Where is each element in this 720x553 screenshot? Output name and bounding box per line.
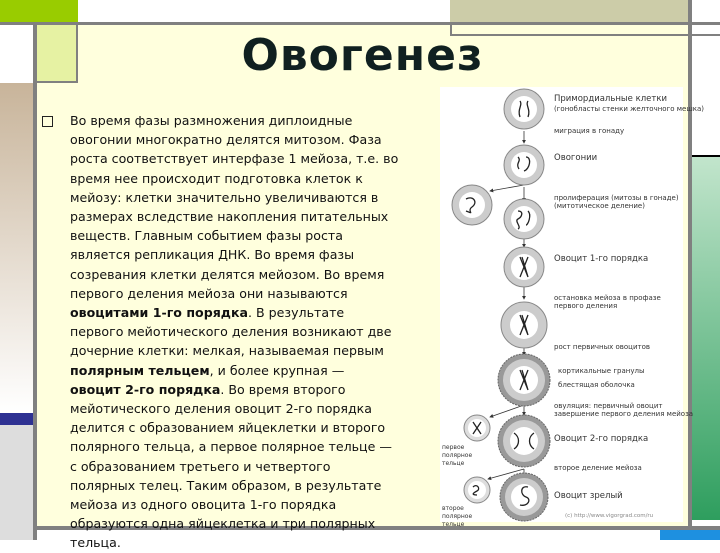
text-segment: овогонии многократно делятся митозом. Фаза xyxy=(70,132,382,148)
label-zona: блестящая оболочка xyxy=(558,381,635,389)
decor-green-block xyxy=(0,0,78,23)
label-oogonia: Овогонии xyxy=(554,153,598,163)
bold-term: овоцит 2-го порядка xyxy=(70,381,221,397)
label-proliferation-sub: (митотическое деление) xyxy=(554,202,645,210)
body-line xyxy=(70,457,440,476)
text-segment: первого деления мейоза они называются xyxy=(70,285,348,301)
body-line xyxy=(70,495,440,514)
text-segment: размерах вследствие накопления питательных xyxy=(70,209,389,225)
decor-line-left xyxy=(33,22,37,540)
text-segment: веществ. Главным событием фазы роста xyxy=(70,228,343,244)
body-line xyxy=(70,188,440,207)
label-primordial: Примордиальные клетки xyxy=(554,94,667,104)
text-segment: делится с образованием яйцеклетки и второго xyxy=(70,420,386,436)
body-line xyxy=(70,111,440,130)
text-segment: роста соответствует интерфазе 1 мейоза, т.е. во xyxy=(70,151,399,167)
body-line xyxy=(70,533,440,552)
label-arrest-sub: первого деления xyxy=(554,302,618,310)
label-mature: Овоцит зрелый xyxy=(554,491,623,501)
text-segment: с образованием третьего и четвертого xyxy=(70,458,331,474)
text-segment: мейозу: клетки значительно увеличиваются в xyxy=(70,189,379,205)
text-segment: , и более крупная — xyxy=(209,362,345,378)
body-line xyxy=(70,265,440,284)
label-credit: (c) http://www.vigorgrad.com/ru xyxy=(565,513,654,519)
body-line xyxy=(70,418,440,437)
body-line xyxy=(70,361,440,380)
body-line xyxy=(70,130,440,149)
body-line xyxy=(70,476,440,495)
body-line xyxy=(70,149,440,168)
text-segment: первого мейотического деления возникают две xyxy=(70,324,392,340)
label-ovulation-sub: завершение первого деления мейоза xyxy=(554,410,694,418)
text-segment: тельца. xyxy=(70,535,121,551)
body-line xyxy=(70,207,440,226)
label-primordial-sub: (гонобласты стенки желточного мешка) xyxy=(554,105,704,113)
body-line xyxy=(70,380,440,399)
label-proliferation: пролиферация (митозы в гонаде) xyxy=(554,194,679,202)
label-growth: рост первичных овоцитов xyxy=(554,343,650,351)
text-segment: полярного тельца, а первое полярное тельце — xyxy=(70,439,392,455)
decor-tan-gradient xyxy=(0,83,33,413)
text-segment: . В результате xyxy=(248,305,345,321)
decor-blue-bottom xyxy=(660,530,720,540)
text-segment: полярных телец. Таким образом, в результате xyxy=(70,477,382,493)
text-segment: . Во время второго xyxy=(220,381,346,397)
text-segment: мейотического деления овоцит 2-го порядка xyxy=(70,401,373,417)
decor-green-gradient xyxy=(692,155,720,520)
label-meiosis2: второе деление мейоза xyxy=(554,464,642,472)
label-granules: кортикальные гранулы xyxy=(558,367,645,375)
text-segment: Во время фазы размножения диплоидные xyxy=(70,113,353,128)
label-migration: миграция в гонаду xyxy=(554,127,625,135)
text-segment: время нее происходит подготовка клеток к xyxy=(70,170,363,186)
label-arrest: остановка мейоза в профазе xyxy=(554,294,661,302)
text-segment: образуются одна яйцеклетка и три полярных xyxy=(70,516,376,532)
bold-term: овоцитами 1-го порядка xyxy=(70,305,249,321)
body-line xyxy=(70,226,440,245)
text-segment: созревания клетки делятся мейозом. Во время xyxy=(70,266,385,282)
decor-tan-block xyxy=(450,0,688,23)
body-line xyxy=(70,341,440,360)
body-line xyxy=(70,322,440,341)
decor-line-top xyxy=(0,22,720,25)
label-polar1: первое полярное тельце xyxy=(442,444,473,467)
body-line xyxy=(70,303,440,322)
body-text xyxy=(70,111,440,553)
text-segment: является репликация ДНК. Во время фазы xyxy=(70,247,355,263)
body-line xyxy=(70,284,440,303)
bold-term: полярным тельцем xyxy=(70,362,210,378)
oogenesis-diagram xyxy=(440,87,704,528)
body-line xyxy=(70,399,440,418)
text-segment: дочерние клетки: мелкая, называемая первым xyxy=(70,343,384,359)
bullet-square-icon xyxy=(42,116,53,127)
text-segment: мейоза из одного овоцита 1-го порядка xyxy=(70,497,337,513)
decor-gray-block xyxy=(0,425,33,540)
decor-blue-bar xyxy=(0,413,33,425)
body-line xyxy=(70,169,440,188)
body-line xyxy=(70,245,440,264)
label-oocyte1: Овоцит 1-го порядка xyxy=(554,254,649,264)
body-line xyxy=(70,514,440,533)
label-oocyte2: Овоцит 2-го порядка xyxy=(554,434,649,444)
label-ovulation: овуляция: первичный овоцит xyxy=(554,402,663,410)
body-line xyxy=(70,437,440,456)
slide-title: Овогенез xyxy=(241,30,484,81)
label-polar2: второе полярное тельце xyxy=(442,505,473,528)
